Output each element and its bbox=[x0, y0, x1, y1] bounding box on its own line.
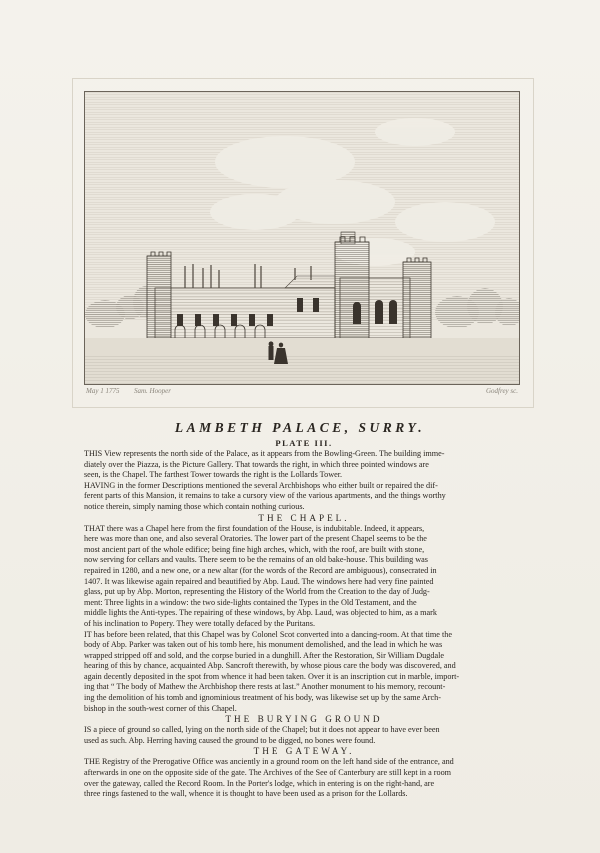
chapel-line: IT has before been related, that this Chapel was by Colonel Scot converted into a dancing-room. At that time the bbox=[84, 629, 452, 639]
gateway-line: THE Registry of the Prerogative Office was anciently in a ground room on the left hand side of the entrance, and bbox=[84, 757, 454, 767]
engraving-caption-row bbox=[86, 387, 518, 399]
chapel-line: of his inclination to Popery. They were totally defaced by the Puritans. bbox=[84, 618, 316, 628]
section-heading-gateway: THE GATEWAY. bbox=[253, 746, 355, 757]
chapel-line: hearing of this by chance, acquainted Abp. Sancroft therewith, by whose pious care the body was discovered, and bbox=[84, 661, 456, 671]
intro-line: ferent parts of this Mansion, it remains to take a cursory view of the various apartments, and the things worthy bbox=[84, 491, 446, 501]
chapel-line: middle lights the Anti-types. The repairing of these windows, by Abp. Laud, was objected to him, as a mark bbox=[84, 608, 437, 618]
chapel-line: glass, put up by Abp. Morton, representing the History of the World from the Creation to the day of Judg- bbox=[84, 587, 430, 597]
chapel-line: most ancient part of the whole edifice; being fine high arches, which, with the roof, are built with stone, bbox=[84, 544, 425, 554]
chapel-line: bishop in the south-west corner of this Chapel. bbox=[84, 703, 237, 713]
section-heading-burying-ground: THE BURYING GROUND bbox=[225, 714, 383, 725]
page-title: LAMBETH PALACE, SURRY. bbox=[174, 420, 426, 435]
chapel-line: wrapped stripped off and sold, and the corpse buried in a dunghill. After the Restoration, Sir William Dugdale bbox=[84, 650, 444, 660]
engraving-publisher: Sam. Hooper bbox=[134, 387, 171, 395]
chapel-line: 1407. It was likewise again repaired and beautified by Abp. Laud. The windows here had very fine painted bbox=[84, 576, 434, 586]
chapel-line: THAT there was a Chapel here from the first foundation of the House, is indubitable. Indeed, it appears, bbox=[84, 523, 425, 533]
chapel-line: here was more than one, and also several Oratories. The lower part of the present Chapel seems to be the bbox=[84, 534, 427, 544]
section-heading-chapel: THE CHAPEL. bbox=[258, 512, 350, 523]
chapel-line: again decently deposited in the spot from whence it had been taken. Over it is an inscription cut in marble, import- bbox=[84, 671, 460, 681]
intro-line: notice therein, simply naming those which contain nothing curious. bbox=[84, 501, 305, 511]
burying-line: IS a piece of ground so called, lying on the north side of the Chapel; but it does not appear to have ever been bbox=[84, 725, 440, 735]
engraving-date: May 1 1775 bbox=[86, 387, 120, 395]
gateway-line: over the gateway, called the Record Room. In the Porter's lodge, which in entering is on the right-hand, are bbox=[84, 778, 435, 788]
chapel-line: ing that “ The body of Mathew the Archbishop there rests at last.” Another monument to his memory, recount- bbox=[84, 682, 446, 692]
description-text bbox=[84, 438, 524, 800]
intro-line: THIS View represents the north side of the Palace, as it appears from the Bowling-Green. The building imme- bbox=[84, 449, 445, 458]
gateway-line: afterwards in one on the opposite side of the gate. The Archives of the See of Canterbury are still kept in a room bbox=[84, 768, 452, 778]
burying-line: used as such. Abp. Herring having caused the ground to be digged, no bones were found. bbox=[84, 735, 376, 745]
chapel-line: ment: Three lights in a window: the two side-lights contained the Types in the Old Testament, and the bbox=[84, 597, 417, 607]
engraving-illustration bbox=[85, 92, 519, 384]
engraving-lambeth-palace bbox=[84, 91, 520, 385]
chapel-line: body of Abp. Parker was taken out of his tomb here, his monument demolished, and the lead in which he was bbox=[84, 640, 443, 650]
intro-line: diately over the Piazza, is the Picture Gallery. That towards the right, in which three pointed windows are bbox=[84, 459, 429, 469]
gateway-line: three rings fastened to the wall, whence it is thought to have been used as a prison for the Lollards. bbox=[84, 789, 408, 799]
intro-line: HAVING in the former Descriptions mentioned the several Archbishops who either built or repaired the dif- bbox=[84, 480, 438, 490]
chapel-line: repaired in 1280, and a new one, or a new altar (for the words of the Record are ambiguous), consecrated in bbox=[84, 565, 437, 575]
intro-line: seen, is the Chapel. The farthest Tower towards the right is the Lollards Tower. bbox=[84, 470, 343, 480]
plate-number: PLATE III. bbox=[275, 438, 333, 448]
engraving-engraver: Godfrey sc. bbox=[485, 387, 518, 395]
chapel-line: ing the demolition of his tomb and ignominious treatment of his body, was likewise set up by the same Arch- bbox=[84, 693, 441, 703]
chapel-line: now serving for cellars and vaults. There seem to be the remains of an old bake-house. This building was bbox=[84, 555, 428, 565]
